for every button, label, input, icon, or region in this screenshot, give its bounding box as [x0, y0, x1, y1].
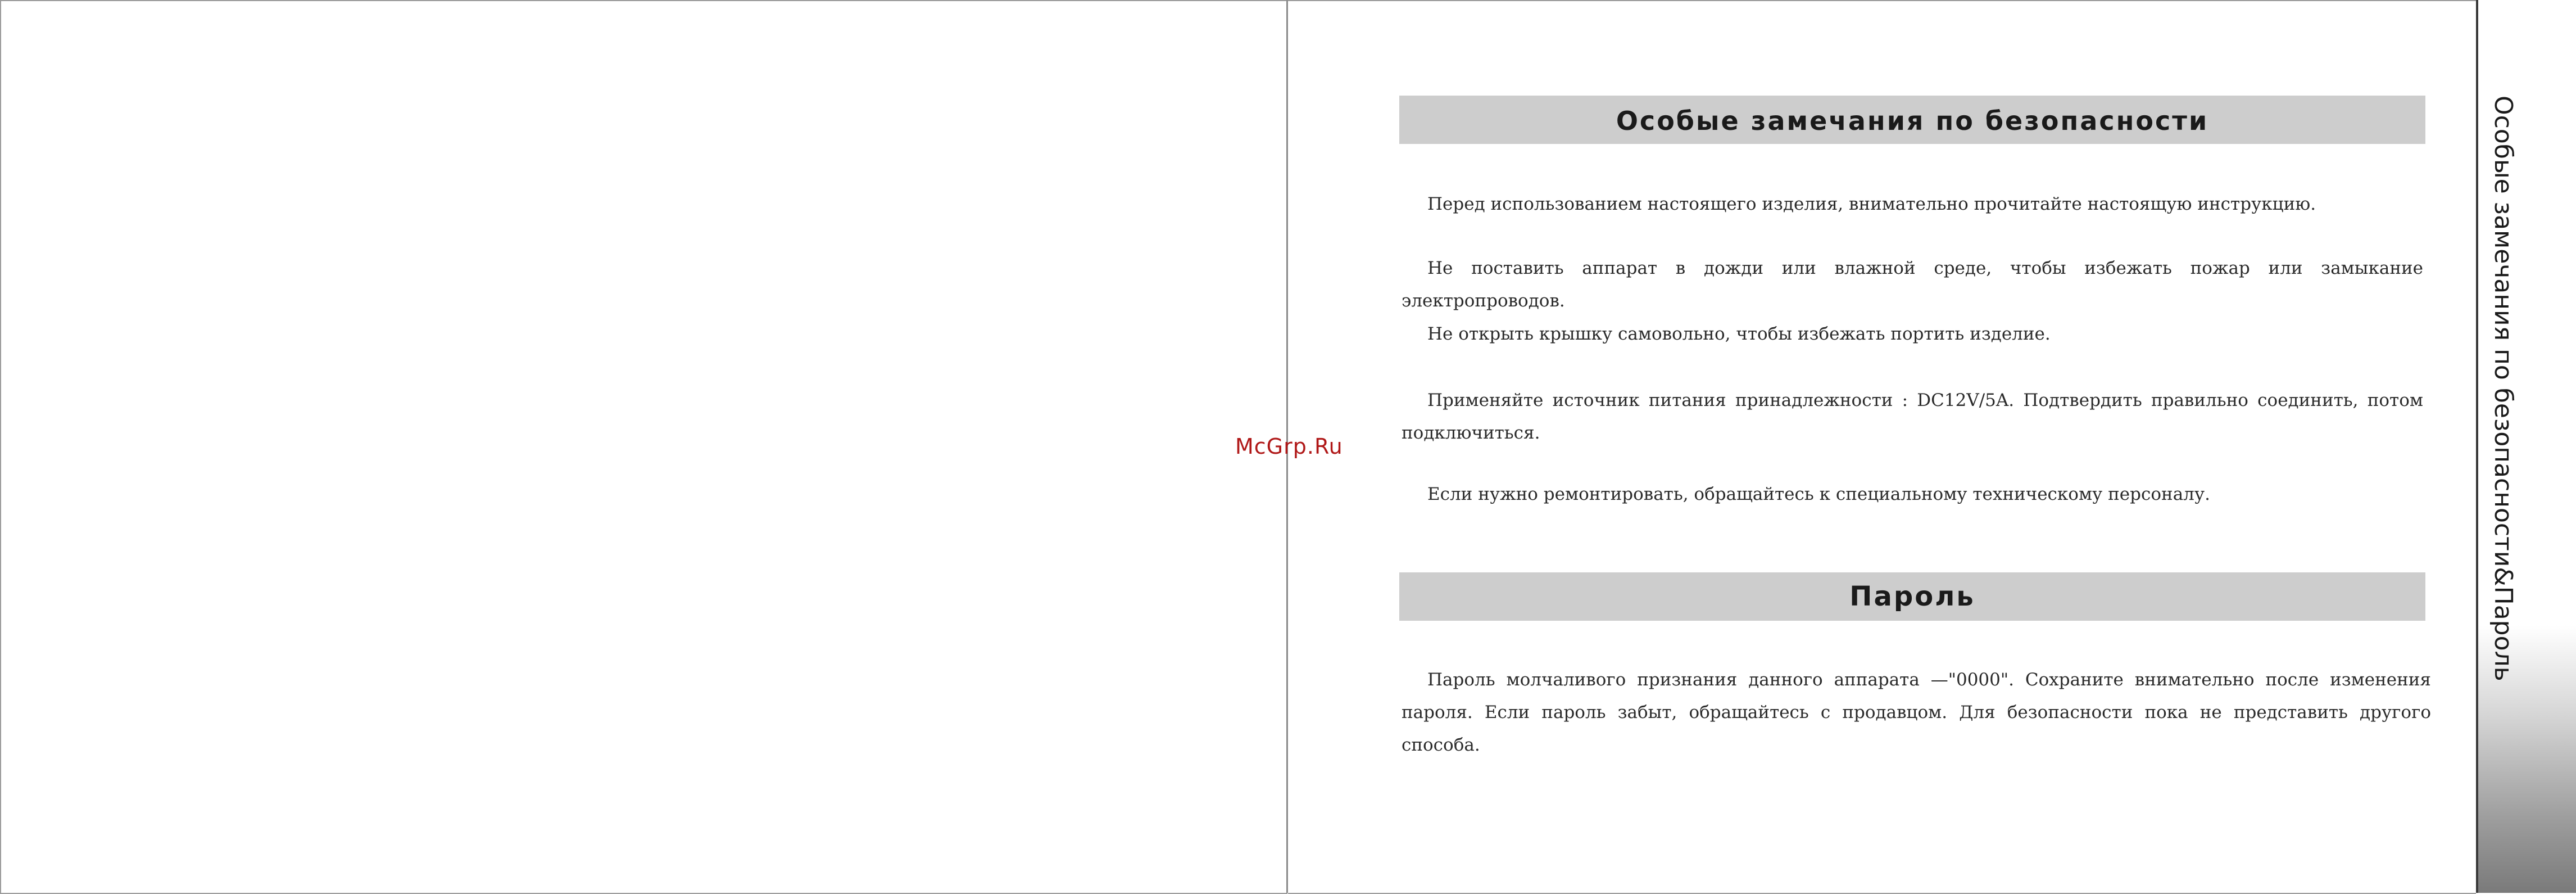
password-section-heading: Пароль [1399, 572, 2425, 621]
safety-paragraph-5: Если нужно ремонтировать, обращайтесь к специальному техническому персоналу. [1427, 484, 2210, 504]
left-blank-page [0, 0, 1287, 894]
watermark-text: McGrp.Ru [1235, 434, 1343, 459]
safety-paragraph-4: Применяйте источник питания принадлежности : DC12V/5A. Подтвердить правильно соединить, потом подключиться. [1402, 390, 2423, 443]
password-paragraph: Пароль молчаливого признания данного аппарата —"0000". Сохраните внимательно после изменения пароля. Если пароль забыт, обращайтесь с продавцом. Для безопасности пока не представить другого способа. [1402, 670, 2431, 755]
safety-section-heading: Особые замечания по безопасности [1399, 96, 2425, 144]
safety-paragraph-3: Не открыть крышку самовольно, чтобы избежать портить изделие. [1427, 324, 2051, 344]
safety-paragraph-2: Не поставить аппарат в дожди или влажной среде, чтобы избежать пожар или замыкание электропроводов. [1402, 258, 2423, 311]
side-tab-title: Особые замечания по безопасности&Пароль [2489, 96, 2518, 681]
safety-paragraph-1: Перед использованием настоящего изделия, внимательно прочитайте настоящую инструкцию. [1427, 194, 2316, 214]
